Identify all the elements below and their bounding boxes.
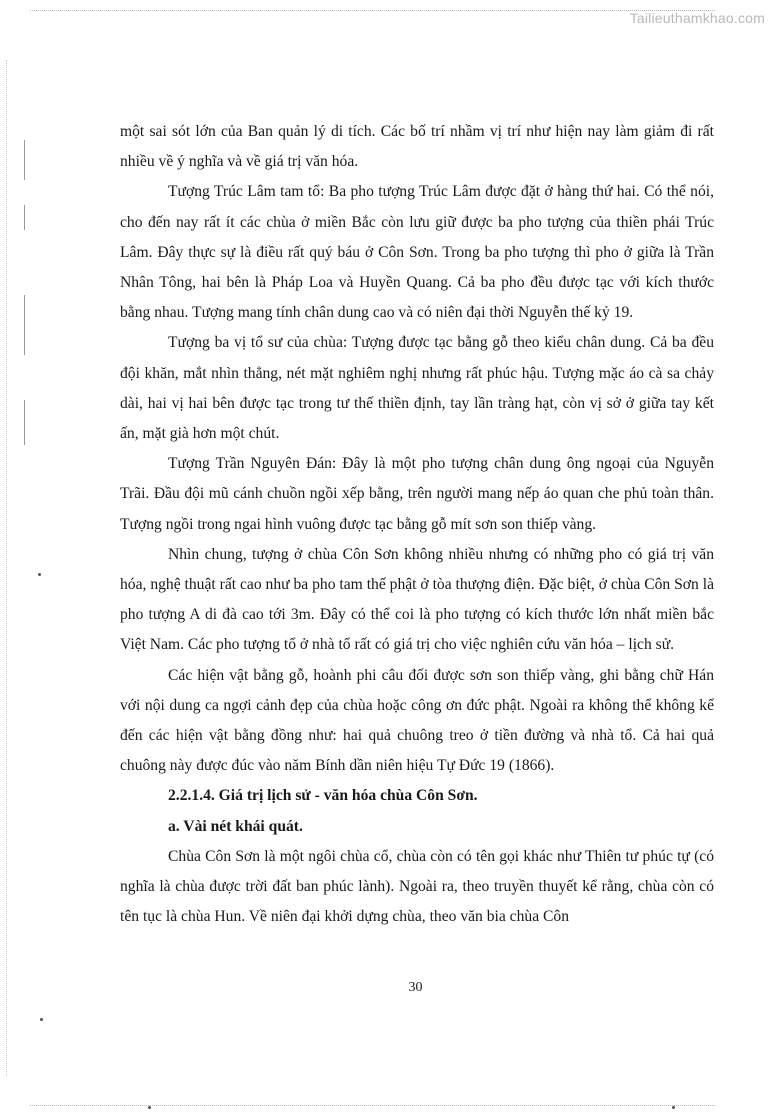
paragraph: Tượng Trần Nguyên Đán: Đây là một pho tượng chân dung ông ngoại của Nguyễn Trãi. Đầu đội mũ cánh chuồn ngồi xếp bằng, trên người mang nếp áo quan che phủ toàn thân. Tượng ngồi trong ngai hình vuông được tạc bằng gỗ mít sơn son thiếp vàng.	[120, 455, 714, 533]
scan-artifact-top	[30, 10, 715, 13]
section-heading: 2.2.1.4. Giá trị lịch sử - văn hóa chùa Côn Sơn.	[168, 787, 478, 805]
scan-artifact-bottom	[30, 1105, 715, 1108]
scan-artifact-left	[6, 60, 8, 1076]
scan-artifact-bar	[24, 295, 25, 355]
scan-artifact-bar	[24, 205, 25, 230]
paragraph: Tượng Trúc Lâm tam tổ: Ba pho tượng Trúc Lâm được đặt ở hàng thứ hai. Có thể nói, cho đến nay rất ít các chùa ở miền Bắc còn lưu giữ được ba pho tượng của thiền phái Trúc Lâm. Đây thực sự là điều rất quý báu ở Côn Sơn. Trong ba pho tượng thì pho ở giữa là Trần Nhân Tông, hai bên là Pháp Loa và Huyền Quang. Cả ba pho đều được tạc với kích thước bằng nhau. Tượng mang tính chân dung cao và có niên đại thời Nguyễn thế kỷ 19.	[120, 183, 714, 322]
scan-artifact-dot	[148, 1106, 151, 1109]
paragraph: một sai sót lớn của Ban quản lý di tích. Các bố trí nhầm vị trí như hiện nay làm giảm đi rất nhiều về ý nghĩa và về giá trị văn hóa.	[120, 123, 714, 171]
scan-artifact-bar	[24, 140, 25, 180]
paragraph: Nhìn chung, tượng ở chùa Côn Sơn không nhiều nhưng có những pho có giá trị văn hóa, nghệ thuật rất cao như ba pho tam thế phật ở tòa thượng điện. Đặc biệt, ở chùa Côn Sơn là pho tượng A di đà cao tới 3m. Đây có thể coi là pho tượng có kích thước lớn nhất miền bắc Việt Nam. Các pho tượng tổ ở nhà tổ rất có giá trị cho việc nghiên cứu văn hóa – lịch sử.	[120, 545, 714, 654]
scan-artifact-dot	[672, 1106, 675, 1109]
watermark: Tailieuthamkhao.com	[629, 10, 765, 26]
scan-artifact-bar	[24, 400, 25, 445]
paragraph: Tượng ba vị tổ sư của chùa: Tượng được tạc bằng gỗ theo kiểu chân dung. Cả ba đều đội khăn, mắt nhìn thẳng, nét mặt nghiêm nghị nhưng rất phúc hậu. Tượng mặc áo cà sa chảy dài, hai vị hai bên được tạc trong tư thế thiền định, tay lần tràng hạt, còn vị sở ở giữa tay kết ấn, mặt già hơn một chút.	[120, 334, 714, 443]
paragraph: Các hiện vật bằng gỗ, hoành phi câu đối được sơn son thiếp vàng, ghi bằng chữ Hán với nội dung ca ngợi cảnh đẹp của chùa hoặc công ơn đức phật. Ngoài ra không thể không kể đến các hiện vật bằng đồng như: hai quả chuông treo ở tiền đường và nhà tổ. Cả hai quả chuông này được đúc vào năm Bính dần niên hiệu Tự Đức 19 (1866).	[120, 666, 714, 775]
scan-artifact-dot	[40, 1018, 43, 1021]
scan-artifact-dot	[38, 573, 41, 576]
paragraph: Chùa Côn Sơn là một ngôi chùa cổ, chùa còn có tên gọi khác như Thiên tư phúc tự (có nghĩa là chùa được trời đất ban phúc lành). Ngoài ra, theo truyền thuyết kể rằng, chùa còn có tên tục là chùa Hun. Về niên đại khởi dựng chùa, theo văn bia chùa Côn	[120, 847, 714, 926]
subsection-heading: a. Vài nét khái quát.	[168, 817, 303, 835]
document-body	[120, 117, 714, 932]
page-number: 30	[408, 980, 423, 995]
